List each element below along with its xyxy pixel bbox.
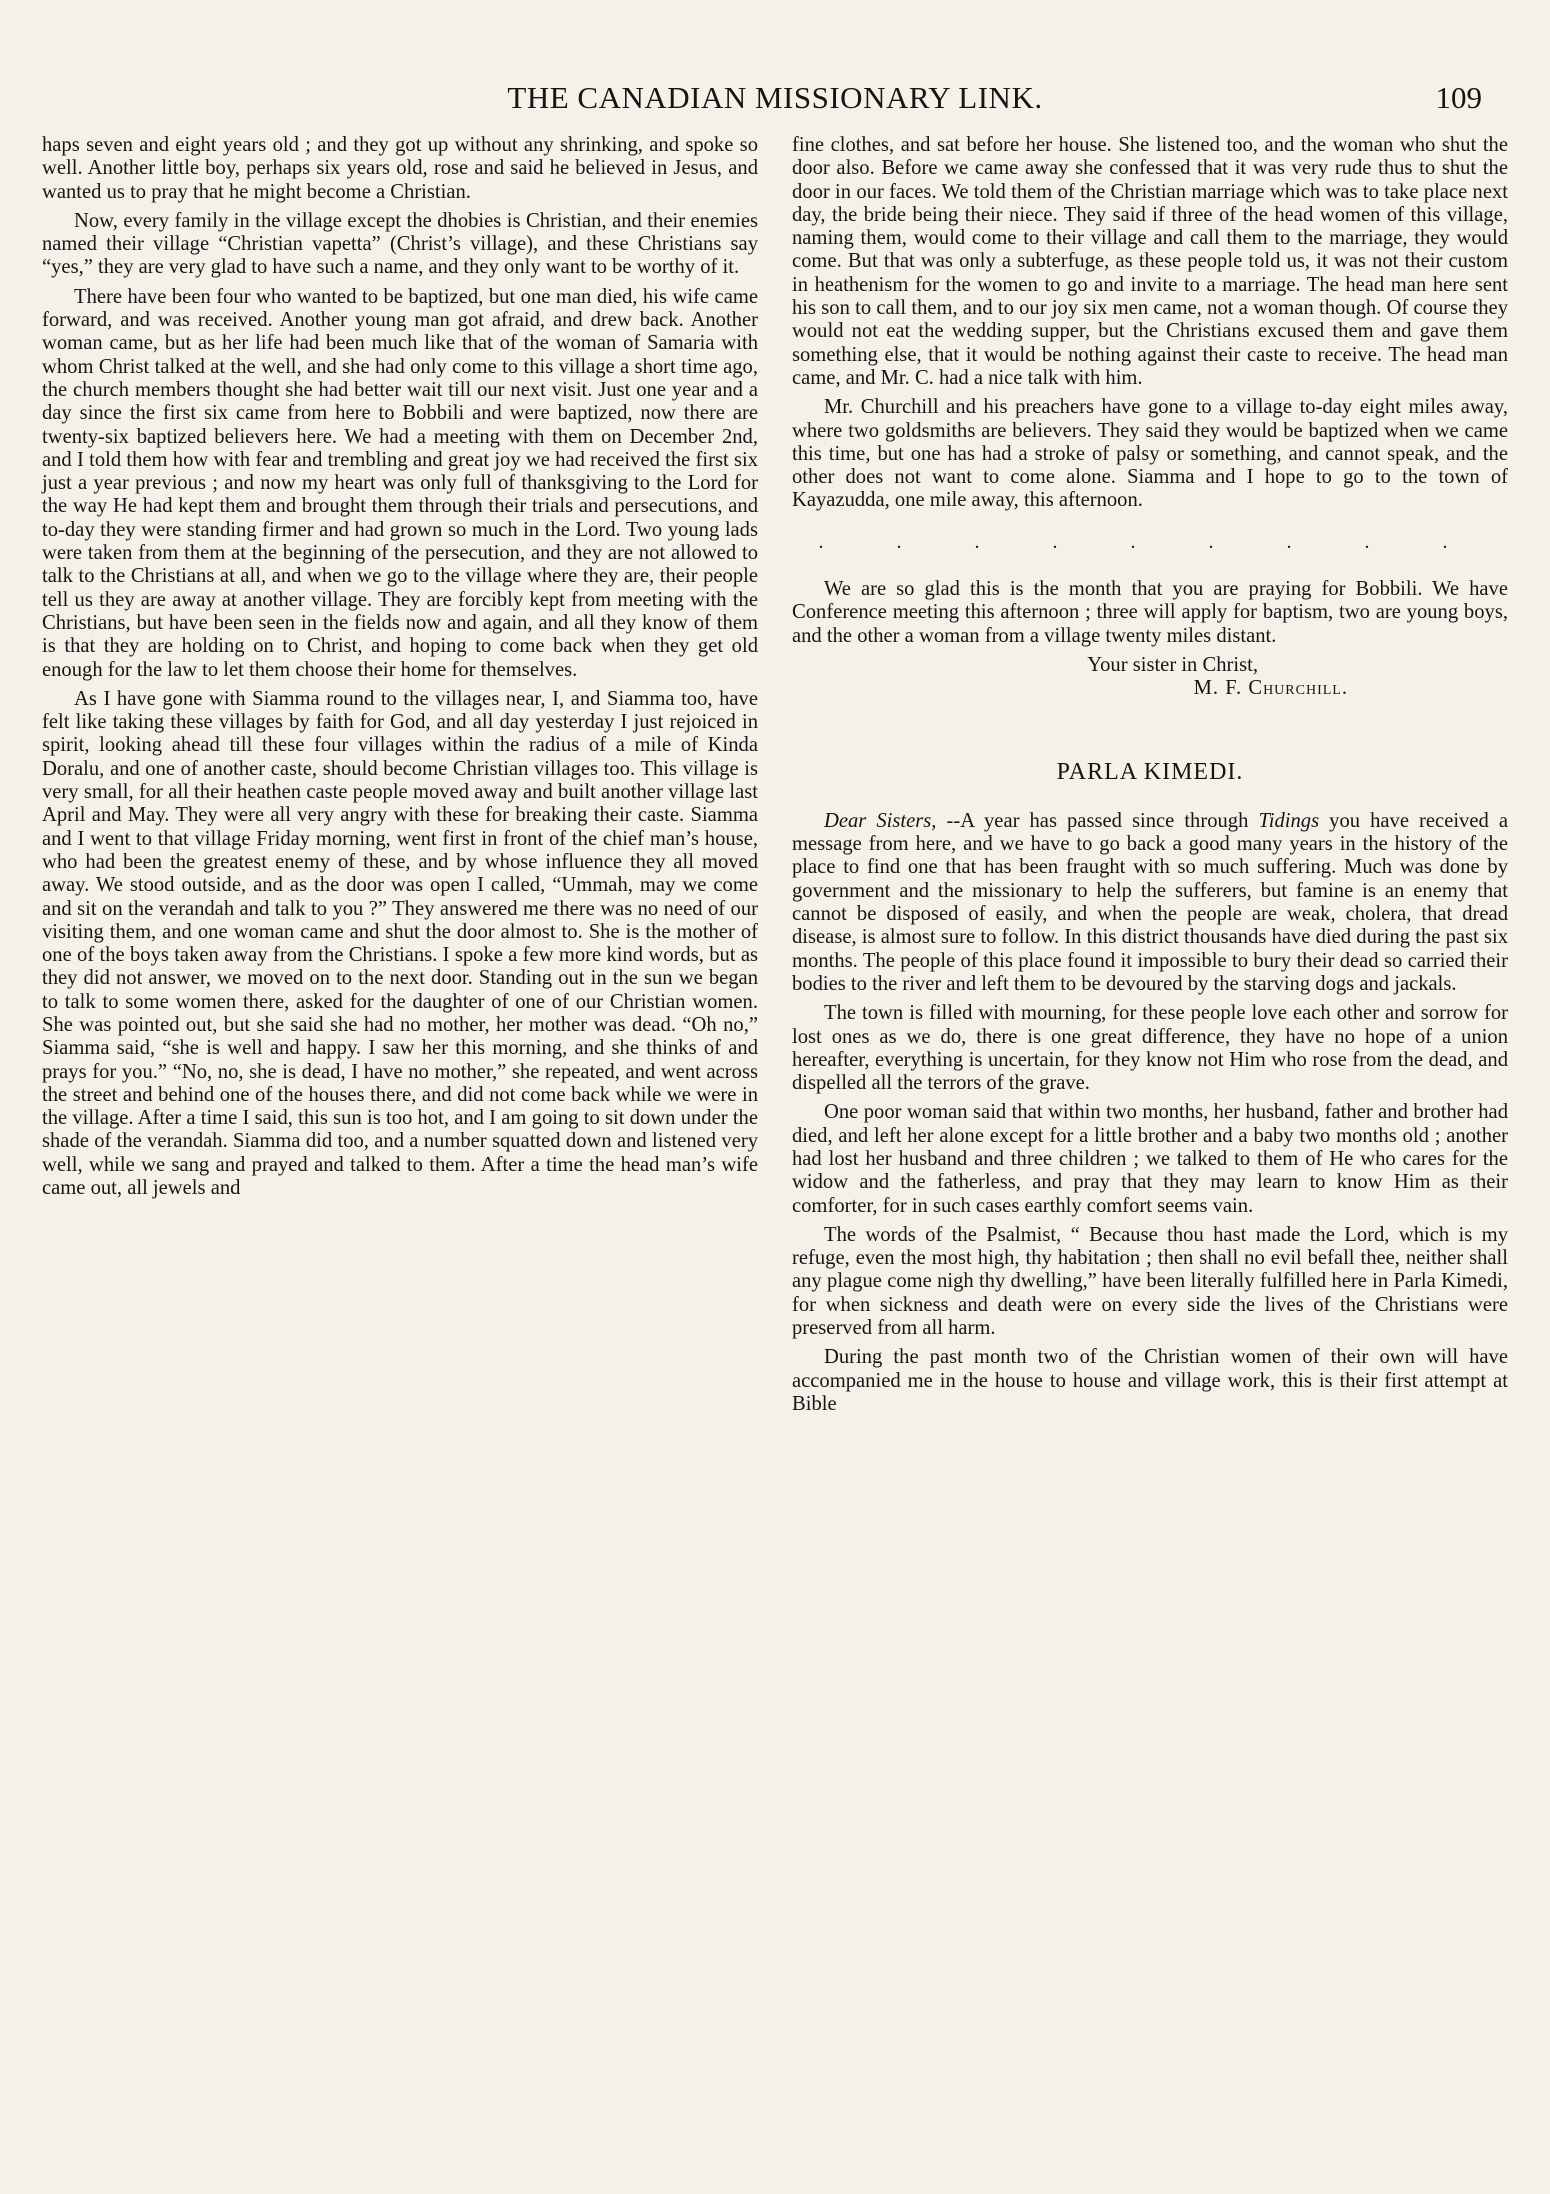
closing-salutation: Your sister in Christ, <box>1087 653 1258 676</box>
right-column <box>792 134 1508 1422</box>
paragraph: fine clothes, and sat before her house. She listened too, and the woman who shut the door also. Before we came away she confessed that it was very rude thus to shut the door in our faces. We told them of the Christian marriage which was to take place next day, the bride being their niece. They said if three of the head women of this village, naming them, would come to their village and call them to the marriage, they would come. But that was only a subterfuge, as these people told us, it was not their custom in heathenism for the women to go and invite to a marriage. The head man here sent his son to call them, and to our joy six men came, not a woman though. Of course they would not eat the wedding supper, but the Christians excused them and gave them something else, that it would be nothing against their caste to receive. The head man came, and Mr. C. had a nice talk with him. <box>792 134 1508 389</box>
paragraph: As I have gone with Siamma round to the villages near, I, and Siamma too, have felt like taking these villages by faith for God, and all day yesterday I just rejoiced in spirit, looking ahead till these four villages within the radius of a mile of Kinda Doralu, and one of another caste, should become Christian villages too. This village is very small, for all their heathen caste people moved away and built another village last April and May. They were all very angry with these for breaking their caste. Siamma and I went to that village Friday morning, went first in front of the chief man’s house, who had been the greatest enemy of these, and by whose influence they all moved away. We stood outside, and as the door was open I called, “Ummah, may we come and sit on the verandah and talk to you ?” They answered me there was no need of our visiting them, and one woman came and shut the door almost to. She is the mother of one of the boys taken away from the Christians. I spoke a few more kind words, but as they did not answer, we moved on to the next door. Standing out in the sun we began to talk to some women there, asked for the daughter of one of our Christian women. She was pointed out, but she said she had no mother, her mother was dead. “Oh no,” Siamma said, “she is well and happy. I saw her this morning, and she thinks of and prays for you.” “No, no, she is dead, I have no mother,” she repeated, and went across the street and behind one of the houses there, and did not come back while we were in the village. After a time I said, this sun is too hot, and I am going to sit down under the shade of the verandah. Siamma did too, and a number squatted down and listened very well, while we sang and prayed and talked to them. After a time the head man’s wife came out, all jewels and <box>42 687 758 1200</box>
section-divider-dots: . . . . . . . . . <box>818 530 1482 553</box>
tidings-title: Tidings <box>1258 809 1320 832</box>
salutation: Dear Sisters, <box>824 809 937 832</box>
paragraph: The words of the Psalmist, “ Because thou hast made the Lord, which is my refuge, even the most high, thy habitation ; then shall no evil befall thee, neither shall any plague come nigh thy dwelling,” have been literally fulfilled here in Parla Kimedi, for when sickness and death were on every side the lives of the Christians were preserved from all harm. <box>792 1223 1508 1340</box>
paragraph: Mr. Churchill and his preachers have gone to a village to-day eight miles away, where two goldsmiths are believers. They said they would be baptized when we came this time, but one has had a stroke of palsy or something, and cannot speak, and the other does not want to come alone. Siamma and I hope to go to the town of Kayazudda, one mile away, this afternoon. <box>792 396 1508 512</box>
paragraph: During the past month two of the Christian women of their own will have accompanied me in the house to house and village work, this is their first attempt at Bible <box>792 1346 1508 1415</box>
paragraph: haps seven and eight years old ; and they got up without any shrinking, and spoke so well. Another little boy, perhaps six years old, rose and said he believed in Jesus, and wanted us to pray that he might become a Christian. <box>42 134 758 203</box>
paragraph: One poor woman said that within two months, her husband, father and brother had died, and left her alone except for a little brother and a baby two months old ; another had lost her husband and three children ; we talked to them of He who cares for the widow and the fatherless, and pray that they may learn to know Him as their comforter, for in such cases earthly comfort seems vain. <box>792 1101 1508 1217</box>
left-column <box>42 134 758 1206</box>
section-heading: PARLA KIMEDI. <box>1056 758 1244 785</box>
running-header <box>40 80 1510 124</box>
paragraph <box>792 810 1508 996</box>
letter-closing <box>792 654 1508 701</box>
signature: M. F. Churchill. <box>1193 677 1348 700</box>
text-fragment: --A year has passed since through <box>936 809 1259 832</box>
journal-title: THE CANADIAN MISSIONARY LINK. <box>507 80 1043 115</box>
paragraph: Now, every family in the village except the dhobies is Christian, and their enemies named their village “Christian vapetta” (Christ’s village), and these Christians say “yes,” they are very glad to have such a name, and they only want to be worthy of it. <box>42 209 758 279</box>
paragraph: The town is filled with mourning, for these people love each other and sorrow for lost ones as we do, there is one great difference, they have no hope of a union hereafter, everything is uncertain, for they know not Him who rose from the dead, and dispelled all the terrors of the grave. <box>792 1002 1508 1095</box>
paragraph: There have been four who wanted to be baptized, but one man died, his wife came forward, and was received. Another young man got afraid, and drew back. Another woman came, but as her life had been much like that of the woman of Samaria with whom Christ talked at the well, and she had only come to this village a short time ago, the church members thought she had better wait till our next visit. Just one year and a day since the first six came from here to Bobbili and were baptized, now there are twenty-six baptized believers here. We had a meeting with them on December 2nd, and I told them how with fear and trembling and great joy we had received the first six just a year previous ; and now my heart was only full of thanksgiving to the Lord for the way He had kept them and brought them through their trials and persecutions, and to-day they were standing firmer and had grown so much in the Lord. Two young lads were taken from them at the beginning of the persecution, and they are not allowed to talk to the Christians at all, and when we go to the village where they are, their people tell us they are away at another village. They are forcibly kept from meeting with the Christians, but have been seen in the fields now and again, and all they know of them is that they are holding on to Christ, and hoping to come back when they get old enough for the law to let them choose their home for themselves. <box>42 285 758 681</box>
page-number: 109 <box>1435 80 1482 115</box>
postscript: We are so glad this is the month that you are praying for Bobbili. We have Conference meeting this afternoon ; three will apply for baptism, two are young boys, and the other a woman from a village twenty miles distant. <box>792 578 1508 647</box>
text-fragment: you have received a message from here, and we have to go back a good many years in the history of the place to find one that has been fraught with so much suffering. Much was done by government and the missionary to help the sufferers, but famine is an enemy that cannot be disposed of easily, and when the people are weak, cholera, that dread disease, is almost sure to follow. In this district thousands have died during the past six months. The people of this place found it impossible to bury their dead so carried their bodies to the river and left them to be devoured by the starving dogs and jackals. <box>792 809 1508 995</box>
